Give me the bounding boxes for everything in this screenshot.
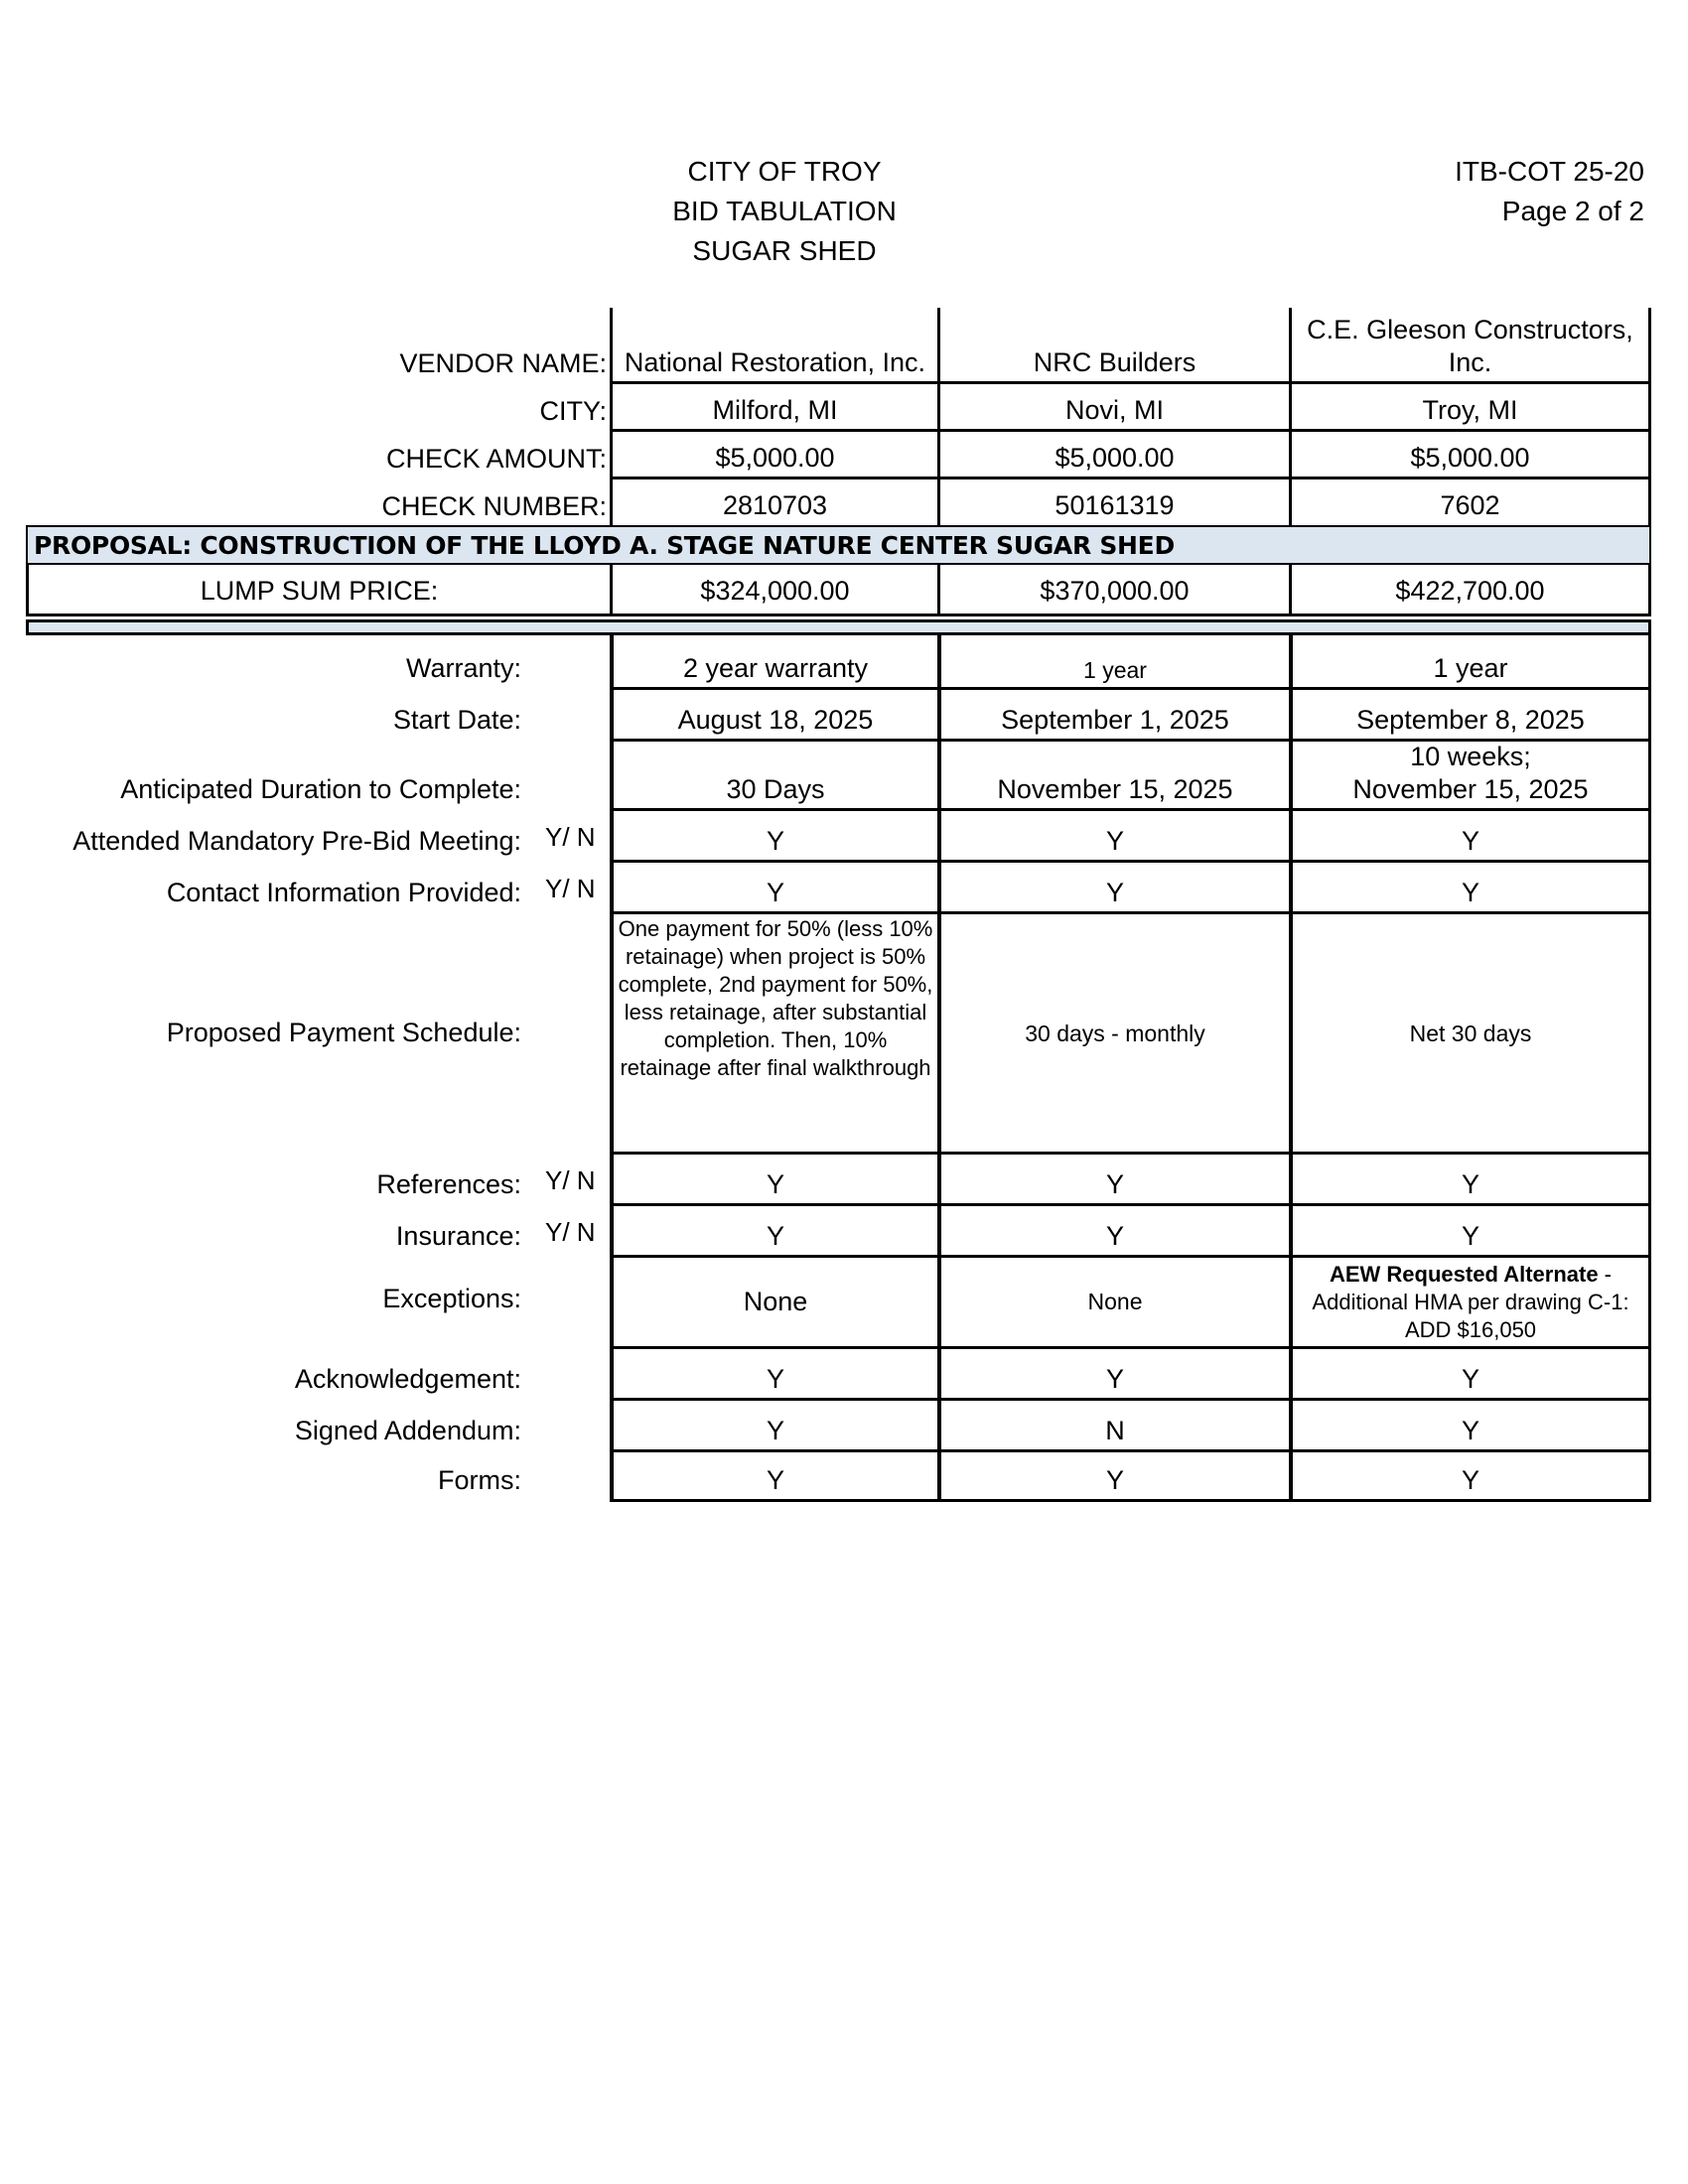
- vendor-check-number: 7602: [1440, 490, 1500, 520]
- yn-marker: Y/ N: [545, 822, 596, 852]
- contact-value: Y: [766, 878, 784, 907]
- lump-sum-price: $370,000.00: [1040, 575, 1190, 606]
- row-label-insurance: Insurance:: [395, 1221, 521, 1251]
- lump-sum-label: LUMP SUM PRICE:: [200, 575, 439, 606]
- yn-marker: Y/ N: [545, 874, 596, 903]
- page-number: Page 2 of 2: [1501, 196, 1644, 226]
- vendor-city: Milford, MI: [712, 395, 838, 425]
- exception-note: [1301, 1261, 1640, 1344]
- duration-value: 10 weeks; November 15, 2025: [1352, 742, 1589, 804]
- lump-sum-price: $324,000.00: [700, 575, 850, 606]
- start-date-value: September 8, 2025: [1356, 705, 1585, 735]
- exceptions-value: None: [743, 1287, 808, 1316]
- insurance-value: Y: [766, 1221, 784, 1251]
- row-label-warranty: Warranty:: [405, 653, 521, 683]
- row-label-acknowledgement: Acknowledgement:: [294, 1364, 521, 1394]
- header-title-block: [556, 152, 1013, 271]
- exception-note-bold: AEW Requested Alternate: [1329, 1261, 1599, 1287]
- spacer-band: [26, 619, 1651, 635]
- signed-addendum-value: Y: [1461, 1416, 1479, 1445]
- start-date-value: September 1, 2025: [1001, 705, 1229, 735]
- header-title-line-2: BID TABULATION: [672, 196, 897, 226]
- header-title-line-1: CITY OF TROY: [687, 156, 882, 187]
- exceptions-value-gleeson: [1293, 1258, 1648, 1346]
- pre-bid-value: Y: [766, 826, 784, 856]
- header-title-line-3: SUGAR SHED: [692, 235, 877, 266]
- details-grid-line: [610, 911, 1651, 914]
- lump-sum-price: $422,700.00: [1395, 575, 1545, 606]
- forms-value: Y: [1105, 1465, 1124, 1495]
- check-number-label: CHECK NUMBER:: [381, 491, 607, 521]
- city-label: CITY:: [539, 396, 607, 426]
- yn-marker: Y/ N: [545, 1217, 596, 1247]
- vendor-check-amount: $5,000.00: [715, 443, 835, 473]
- vendor-name: NRC Builders: [1033, 347, 1196, 377]
- row-label-references: References:: [376, 1169, 521, 1199]
- payment-schedule-value: Net 30 days: [1409, 1020, 1532, 1046]
- vendor-check-amount: $5,000.00: [1410, 443, 1530, 473]
- acknowledgement-value: Y: [1105, 1364, 1124, 1394]
- warranty-value: 2 year warranty: [682, 653, 869, 683]
- details-grid-line: [610, 1499, 1651, 1502]
- row-label-forms: Forms:: [438, 1465, 521, 1495]
- vendor-name: C.E. Gleeson Constructors, Inc.: [1307, 315, 1633, 377]
- insurance-value: Y: [1461, 1221, 1479, 1251]
- references-value: Y: [1461, 1169, 1479, 1199]
- row-label-pre-bid: Attended Mandatory Pre-Bid Meeting:: [72, 826, 521, 856]
- vendor-city: Troy, MI: [1422, 395, 1518, 425]
- references-value: Y: [1105, 1169, 1124, 1199]
- row-label-contact: Contact Information Provided:: [166, 878, 521, 907]
- signed-addendum-value: N: [1105, 1416, 1125, 1445]
- details-grid-line: [1648, 635, 1651, 1502]
- proposal-title: PROPOSAL: CONSTRUCTION OF THE LLOYD A. STAGE NATURE CENTER SUGAR SHED: [34, 531, 1175, 560]
- check-amount-label: CHECK AMOUNT:: [385, 444, 607, 474]
- row-label-duration: Anticipated Duration to Complete:: [120, 774, 521, 804]
- vendor-check-number: 2810703: [722, 490, 828, 520]
- exceptions-value: None: [1087, 1289, 1143, 1314]
- yn-marker: Y/ N: [545, 1165, 596, 1195]
- header-ref-block: [1247, 152, 1644, 231]
- pre-bid-value: Y: [1461, 826, 1479, 856]
- warranty-value: 1 year: [1083, 657, 1147, 683]
- start-date-value: August 18, 2025: [677, 705, 874, 735]
- vendor-name: National Restoration, Inc.: [624, 347, 926, 377]
- proposal-band: [26, 525, 1651, 565]
- duration-value: November 15, 2025: [997, 774, 1233, 804]
- vendor-check-number: 50161319: [1055, 490, 1175, 520]
- forms-value: Y: [766, 1465, 784, 1495]
- payment-schedule-value: One payment for 50% (less 10% retainage) when project is 50% complete, 2nd payment for 50%, less retainage, after substantial completion. Then, 10% retainage after final walkthrough: [618, 916, 933, 1080]
- itb-reference: ITB-COT 25-20: [1455, 156, 1644, 187]
- pre-bid-value: Y: [1105, 826, 1124, 856]
- row-label-payment: Proposed Payment Schedule:: [166, 1017, 521, 1047]
- vendor-name-label: VENDOR NAME:: [399, 348, 607, 378]
- references-value: Y: [766, 1169, 784, 1199]
- exception-note-text: - Additional HMA per drawing C-1: ADD $16,050: [1312, 1261, 1629, 1342]
- insurance-value: Y: [1105, 1221, 1124, 1251]
- vendor-city: Novi, MI: [1064, 395, 1164, 425]
- duration-value: 30 Days: [726, 774, 825, 804]
- vendor-check-amount: $5,000.00: [1055, 443, 1175, 473]
- forms-value: Y: [1461, 1465, 1479, 1495]
- contact-value: Y: [1461, 878, 1479, 907]
- row-label-start-date: Start Date:: [392, 705, 521, 735]
- payment-schedule-value: 30 days - monthly: [1025, 1020, 1205, 1046]
- warranty-value: 1 year: [1433, 653, 1508, 683]
- acknowledgement-value: Y: [766, 1364, 784, 1394]
- vendor-grid-line: [1648, 308, 1651, 526]
- contact-value: Y: [1105, 878, 1124, 907]
- row-label-signed-addendum: Signed Addendum:: [294, 1416, 521, 1445]
- signed-addendum-value: Y: [766, 1416, 784, 1445]
- row-label-exceptions: Exceptions:: [382, 1283, 521, 1313]
- acknowledgement-value: Y: [1461, 1364, 1479, 1394]
